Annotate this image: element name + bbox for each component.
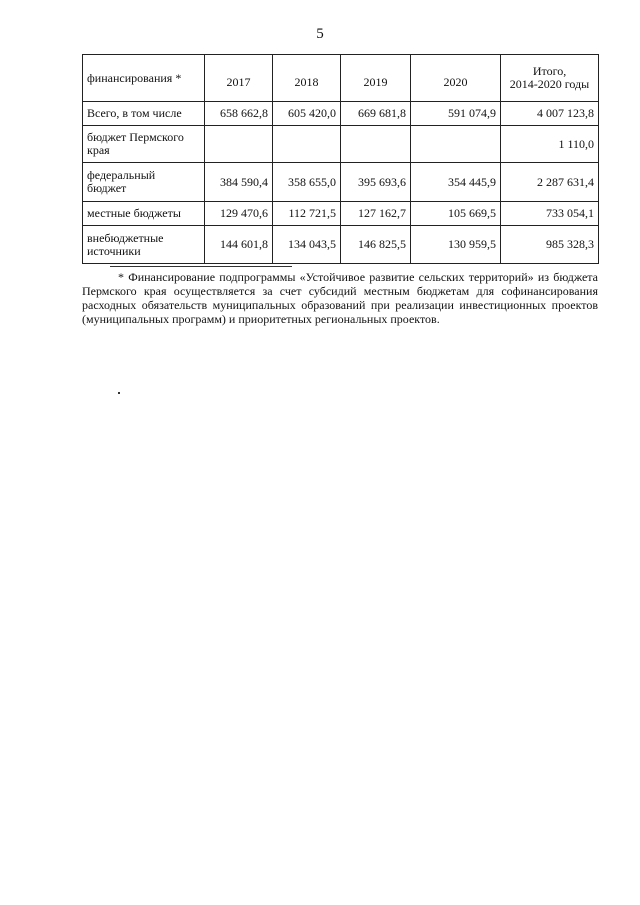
- cell-value: 105 669,5: [411, 202, 501, 226]
- cell-value-total: 4 007 123,8: [501, 102, 599, 126]
- cell-value: 591 074,9: [411, 102, 501, 126]
- header-cell-2017: 2017: [205, 55, 273, 102]
- cell-value: 669 681,8: [341, 102, 411, 126]
- table-row: [83, 202, 599, 226]
- cell-value: 112 721,5: [273, 202, 341, 226]
- row-label-local-budgets: местные бюджеты: [83, 202, 205, 226]
- cell-value: 134 043,5: [273, 226, 341, 264]
- cell-value-total: 733 054,1: [501, 202, 599, 226]
- row-label-federal-budget: [83, 163, 205, 202]
- cell-value-total: 985 328,3: [501, 226, 599, 264]
- header-total-line2: 2014-2020 годы: [509, 77, 590, 91]
- table-row: [83, 102, 599, 126]
- header-cell-2019: 2019: [341, 55, 411, 102]
- header-cell-source: финансирования *: [83, 55, 205, 102]
- stray-mark: [118, 392, 120, 394]
- cell-value: 358 655,0: [273, 163, 341, 202]
- table-row: [83, 226, 599, 264]
- cell-value: 658 662,8: [205, 102, 273, 126]
- row-label-line2: края: [87, 143, 110, 157]
- header-cell-2018: 2018: [273, 55, 341, 102]
- cell-value: [341, 126, 411, 163]
- cell-value-total: 2 287 631,4: [501, 163, 599, 202]
- table-header-row: [83, 55, 599, 102]
- cell-value: 144 601,8: [205, 226, 273, 264]
- cell-value: [273, 126, 341, 163]
- cell-value: 354 445,9: [411, 163, 501, 202]
- table-row: [83, 126, 599, 163]
- row-label-extrabudgetary: [83, 226, 205, 264]
- row-label-perm-budget: [83, 126, 205, 163]
- cell-value: 395 693,6: [341, 163, 411, 202]
- cell-value: [411, 126, 501, 163]
- header-total-line1: Итого,: [532, 64, 567, 78]
- cell-value-total: 1 110,0: [501, 126, 599, 163]
- financing-table: [82, 54, 599, 264]
- cell-value: 605 420,0: [273, 102, 341, 126]
- row-label-line2: источники: [87, 243, 141, 258]
- header-cell-total: [501, 55, 599, 102]
- cell-value: 146 825,5: [341, 226, 411, 264]
- cell-value: [205, 126, 273, 163]
- cell-value: 127 162,7: [341, 202, 411, 226]
- cell-value: 384 590,4: [205, 163, 273, 202]
- footnote: * Финансирование подпрограммы «Устойчивое развитие сельских территорий» из бюджета Пермского края осуществляется за счет субсидий местным бюджетам для софинансирования расходных обязательств муниципальных образований при реализации инвестиционных проектов (муниципальных программ) и приоритетных региональных проектов.: [82, 270, 598, 326]
- row-label-line2: бюджет: [87, 181, 127, 195]
- footnote-divider: [110, 266, 292, 267]
- cell-value: 130 959,5: [411, 226, 501, 264]
- cell-value: 129 470,6: [205, 202, 273, 226]
- row-label-total: Всего, в том числе: [83, 102, 205, 126]
- table-row: [83, 163, 599, 202]
- row-label-line1: бюджет Пермского: [87, 130, 184, 144]
- page-number: 5: [316, 26, 324, 42]
- row-label-line1: внебюджетные: [87, 230, 164, 245]
- header-cell-2020: 2020: [411, 55, 501, 102]
- row-label-line1: федеральный: [87, 168, 156, 182]
